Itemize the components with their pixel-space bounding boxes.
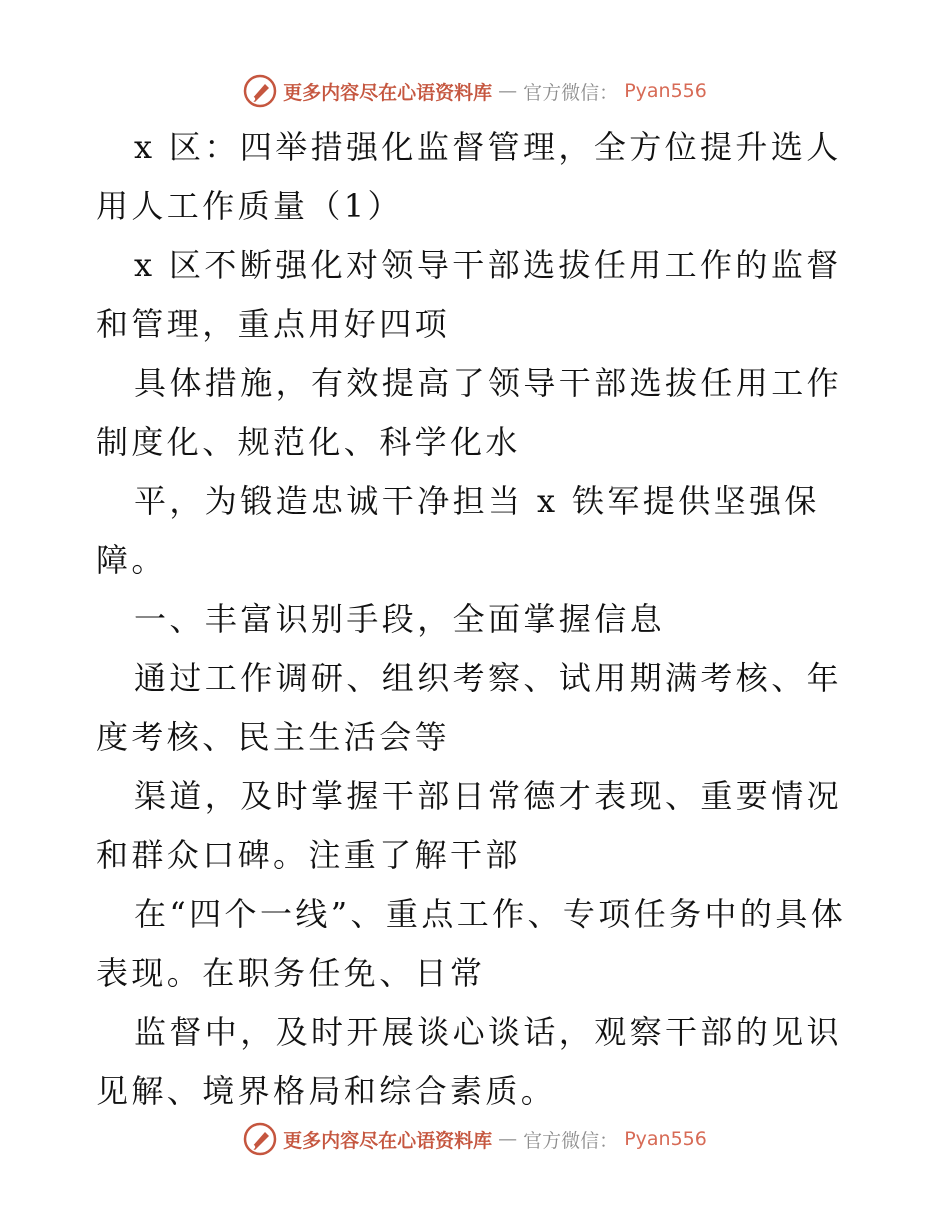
watermark-label: 官方微信： [523,81,619,104]
doc-paragraph: 通过工作调研、组织考察、试用期满考核、年度考核、民主生活会等 [96,659,843,756]
doc-paragraph: 监督中，及时开展谈心谈话，观察干部的见识见解、境界格局和综合素质。 [96,1013,843,1110]
watermark-banner-top [0,71,950,111]
doc-title-paragraph: x 区：四举措强化监督管理，全方位提升选人用人工作质量（1） [96,128,842,225]
watermark-label: 官方微信： [523,1129,619,1152]
watermark-banner-bottom [0,1119,950,1159]
watermark-brand: 更多内容尽在心语资料库 [283,81,493,104]
doc-paragraph: 平，为锻造忠诚干净担当 x 铁军提供坚强保障。 [96,482,820,579]
document-body [96,118,856,1121]
pen-logo-icon [243,74,277,108]
watermark-brand: 更多内容尽在心语资料库 [283,1129,493,1152]
watermark-id: Pyan556 [624,80,707,102]
watermark-separator: — [498,80,518,102]
watermark-id: Pyan556 [624,1128,707,1150]
watermark-separator: — [498,1128,518,1150]
doc-paragraph: 在“四个一线”、重点工作、专项任务中的具体表现。在职务任免、日常 [96,895,847,992]
doc-section-heading: 一、丰富识别手段，全面掌握信息 [134,600,666,638]
pen-logo-icon [243,1122,277,1156]
doc-paragraph: x 区不断强化对领导干部选拔任用工作的监督和管理，重点用好四项 [96,246,842,343]
doc-paragraph: 渠道，及时掌握干部日常德才表现、重要情况和群众口碑。注重了解干部 [96,777,843,874]
doc-paragraph: 具体措施，有效提高了领导干部选拔任用工作制度化、规范化、科学化水 [96,364,843,461]
